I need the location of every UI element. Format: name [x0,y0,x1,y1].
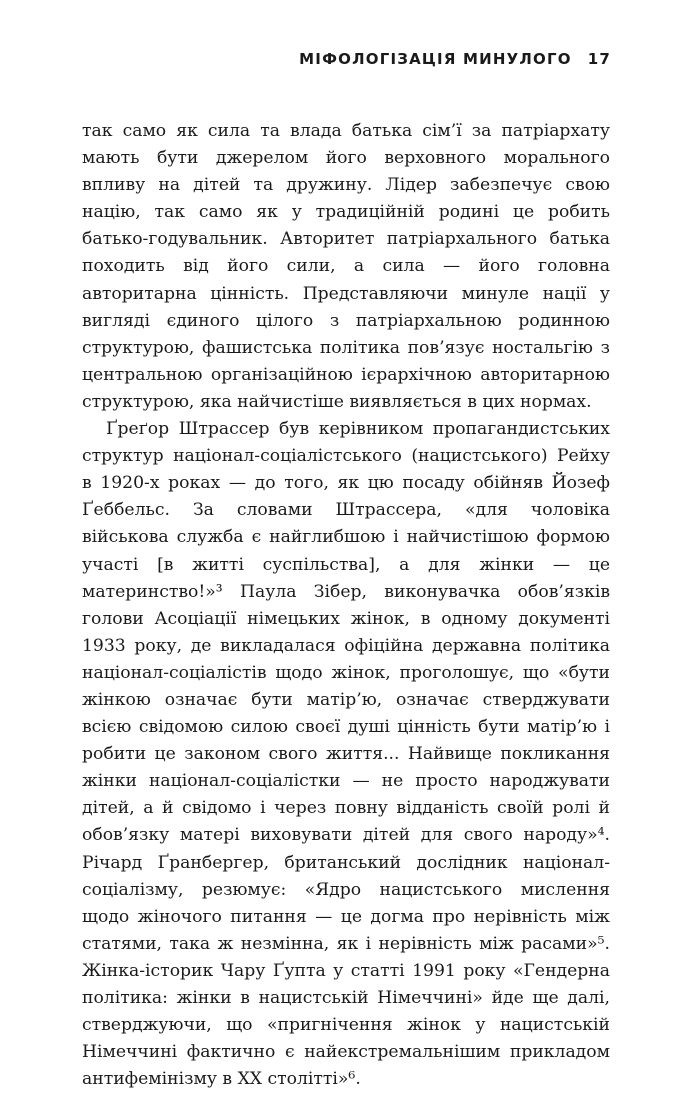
paragraph: Ґреґор Штрассер був керівником пропагандистських структур націонал-соціалістського (нацистського) Рейху в 1920-х роках — до того, як цю посаду обійняв Йозеф Ґеббельс. За словами Штрассера, «для чоловіка військова служба є найглибшою і найчистішою формою участі [в житті суспільства], а для жінки — це материнство!»³ Паула Зібер, виконувачка обов’язків голови Асоціації німецьких жінок, в одному документі 1933 року, де викладалася офіційна державна політика націонал-соціалістів щодо жінок, проголошує, що «бути жінкою означає бути матір’ю, означає стверджувати всією свідомою силою своєї душі цінність бути матір’ю і робити це законом свого життя... Найвище покликання жінки націонал-соціалістки — не просто народжувати дітей, а й свідомо і через повну відданість своїй ролі й обов’язку матері виховувати дітей для свого народу»⁴. Річард Ґранбергер, британський дослідник націонал-соціалізму, резюмує: «Ядро нацистського мислення щодо жіночого питання — це догма про нерівність між статями, така ж незмінна, як і нерівність між расами»⁵. Жінка-історик Чару Ґупта у статті 1991 року «Гендерна політика: жінки в нацистській Німеччині» йде ще далі, стверджуючи, що «пригнічення жінок у нацистській Німеччині фактично є найекстремальнішим прикладом антифемінізму в XX столітті»⁶. [82,419,610,1090]
running-head [299,50,611,68]
page-number: 17 [587,50,611,68]
paragraph: так само як сила та влада батька сім’ї за патріархату мають бути джерелом його верховного морального впливу на дітей та дружину. Лідер забезпечує свою націю, так само як у традиційній родині це робить батько-годувальник. Авторитет патріархального батька походить від його сили, а сила — його головна авторитарна цінність. Представляючи минуле нації у вигляді єдиного цілого з патріархальною родинною структурою, фашистська політика пов’язує ностальгію з центральною організаційною ієрархічною авторитарною структурою, яка найчистіше виявляється в цих нормах. [82,121,610,412]
body-text [82,118,610,1093]
running-title: МІФОЛОГІЗАЦІЯ МИНУЛОГО [299,50,572,68]
